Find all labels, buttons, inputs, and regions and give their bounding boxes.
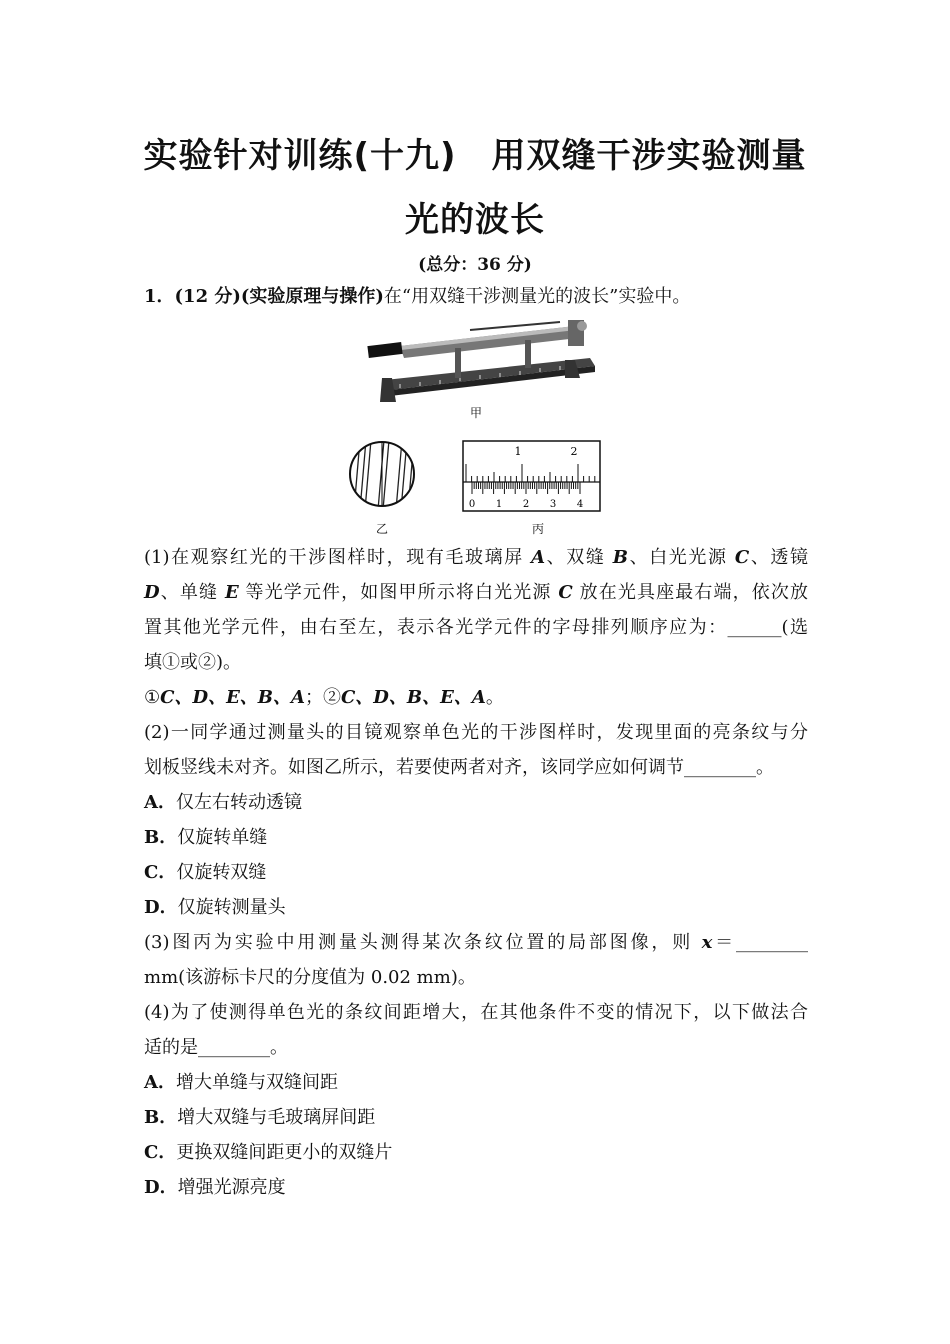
part4-option-b: B．增大双缝与毛玻璃屏间距 (144, 1107, 376, 1128)
figure-caption-yi: 乙 (376, 522, 389, 536)
part2-option-b: B．仅旋转单缝 (144, 827, 268, 848)
part2-option-c: C．仅旋转双缝 (144, 862, 267, 883)
part4-option-d: D．增强光源亮度 (144, 1177, 286, 1198)
part1-line2: D、单缝 E 等光学元件，如图甲所示将白光光源 C 放在光具座最右端，依次放 (144, 582, 808, 603)
part1-line3: 置其他光学元件，由右至左，表示各光学元件的字母排列顺序应为：______(选 (144, 617, 808, 638)
figure-caption-bing: 丙 (532, 522, 545, 536)
points-tag: (12 分)(实验原理与操作) (174, 286, 384, 307)
question-number: 1． (144, 286, 175, 307)
vernier-scale-figure (462, 440, 602, 512)
part3-line1: (3)图丙为实验中用测量头测得某次条纹位置的局部图像，则 x＝________ (144, 932, 809, 953)
vernier-label-1: 1 (495, 499, 503, 510)
part2-option-a: A．仅左右转动透镜 (144, 792, 302, 813)
part1-line1: (1)在观察红光的干涉图样时，现有毛玻璃屏 A、双缝 B、白光光源 C、透镜 (144, 547, 809, 568)
vernier-label-0: 0 (468, 499, 476, 510)
measuring-head (367, 342, 402, 358)
page-title: 实验针对训练(十九) 用双缝干涉实验测量 (143, 136, 807, 176)
vernier-label-2: 2 (522, 499, 530, 510)
part4-option-a: A．增大单缝与双缝间距 (144, 1072, 338, 1093)
vernier-label-3: 3 (549, 499, 557, 510)
stem-text: 在“用双缝干涉测量光的波长”实验中。 (383, 286, 691, 307)
part2-option-d: D．仅旋转测量头 (144, 897, 286, 918)
eyepiece-view-figure (348, 440, 418, 510)
part4-option-c: C．更换双缝间距更小的双缝片 (144, 1142, 393, 1163)
optical-bench-figure (360, 318, 600, 408)
part1-line4: 填①或②)。 (144, 652, 242, 673)
part3-line2: mm(该游标卡尺的分度值为 0.02 mm)。 (144, 967, 476, 988)
total-score: (总分：36 分) (418, 255, 532, 275)
main-scale-label-1: 1 (514, 445, 522, 458)
page-title-line2: 光的波长 (405, 200, 545, 240)
part4-line1: (4)为了使测得单色光的条纹间距增大，在其他条件不变的情况下，以下做法合 (144, 1002, 808, 1023)
part2-line1: (2)一同学通过测量头的目镜观察单色光的干涉图样时，发现里面的亮条纹与分 (144, 722, 808, 743)
part2-line2: 划板竖线未对齐。如图乙所示，若要使两者对齐，该同学应如何调节________。 (144, 757, 774, 778)
question-1-stem (144, 285, 808, 309)
figure-caption-jia: 甲 (470, 406, 483, 420)
part1-choices: ①C、D、E、B、A；②C、D、B、E、A。 (144, 687, 504, 708)
main-scale-label-2: 2 (570, 445, 578, 458)
part4-line2: 适的是________。 (144, 1037, 288, 1058)
vernier-label-4: 4 (576, 499, 584, 510)
